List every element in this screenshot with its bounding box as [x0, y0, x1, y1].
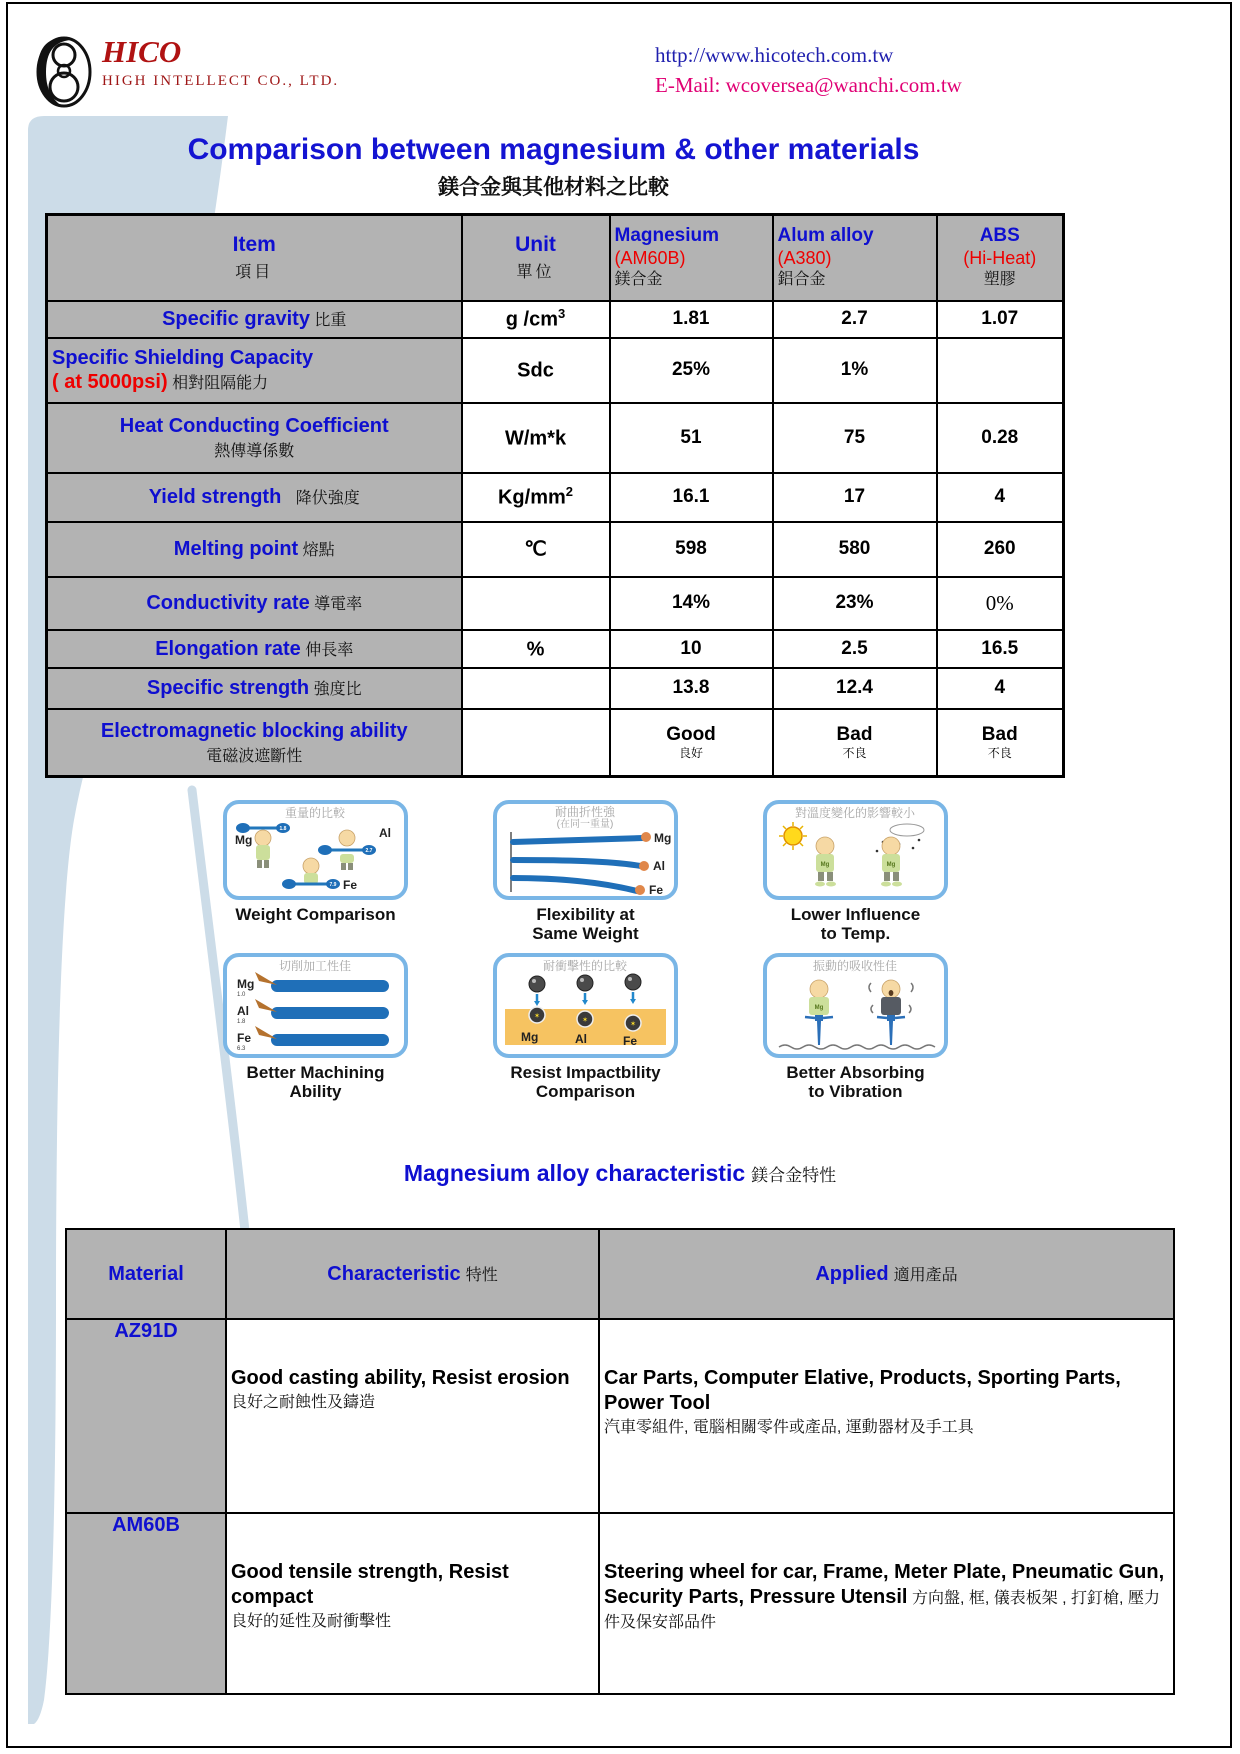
card-vibration — [763, 953, 948, 1101]
table-row — [47, 630, 1064, 668]
item-cell — [47, 301, 462, 338]
item-en: Melting point — [173, 538, 299, 560]
brand-name: HICO — [102, 34, 182, 69]
header-en: Characteristic — [327, 1263, 461, 1285]
characteristic-zh: 良好之耐蝕性及鑄造 — [231, 1394, 376, 1411]
caption-line: to Vibration — [808, 1082, 903, 1101]
header-zh: 特性 — [465, 1267, 498, 1284]
card-illustration — [763, 800, 948, 900]
value-cell — [773, 709, 937, 777]
item-cell — [47, 473, 462, 522]
item-zh: 比重 — [314, 312, 347, 329]
card-title-zh: 耐曲折性強 — [554, 805, 616, 819]
material-row — [66, 1319, 1174, 1513]
value-cell: 25% — [610, 338, 773, 403]
material-label: Fe — [343, 878, 358, 892]
caption-line: Same Weight — [532, 924, 639, 943]
unit-text: ℃ — [524, 538, 547, 561]
material-label: Mg — [521, 1030, 539, 1044]
rating-zh: 不良 — [842, 745, 867, 760]
unit-header-zh: 單位 — [516, 264, 555, 282]
material-label: Al — [379, 826, 391, 840]
alum-header-cell — [773, 215, 937, 301]
table-row — [47, 577, 1064, 630]
value-cell: 16.5 — [937, 630, 1064, 668]
card-title-zh: 切削加工性佳 — [278, 959, 352, 973]
value-cell: 1.81 — [610, 301, 773, 338]
abs-header-cell — [937, 215, 1064, 301]
unit-cell — [462, 522, 610, 577]
value-cell: 10 — [610, 630, 773, 668]
unit-cell — [462, 403, 610, 473]
applied-header-cell — [599, 1229, 1174, 1319]
card-illustration — [223, 953, 408, 1058]
card-temperature — [763, 800, 948, 943]
table-row — [47, 338, 1064, 403]
value-cell: 580 — [773, 522, 937, 577]
unit-cell — [462, 577, 610, 630]
material-name-cell: AZ91D — [66, 1319, 226, 1513]
card-caption — [223, 1063, 408, 1101]
weight-value: 1.8 — [279, 826, 287, 832]
item-cell — [47, 668, 462, 709]
table-row — [47, 709, 1064, 777]
comparison-table — [45, 213, 1065, 778]
card-title-zh: 對溫度變化的影響較小 — [794, 806, 916, 820]
applied-zh: 方向盤, 框, 儀表板架 , 打釘槍, 壓力件及保安部品件 — [604, 1590, 1160, 1631]
rating-zh: 良好 — [678, 745, 703, 760]
material-label: Mg — [886, 862, 896, 868]
value-cell: 0.28 — [937, 403, 1064, 473]
unit-cell — [462, 301, 610, 338]
item-header-zh: 項目 — [235, 264, 274, 282]
item-zh: 熱傳導係數 — [214, 443, 295, 460]
material-table — [65, 1228, 1175, 1695]
weight-value: 7.9 — [329, 882, 337, 888]
material-header-cell — [66, 1229, 226, 1319]
item-en: Electromagnetic blocking ability — [100, 719, 408, 742]
card-illustration — [223, 800, 408, 900]
section-heading — [0, 1160, 1240, 1187]
characteristic-en: Good casting ability, Resist erosion — [231, 1367, 570, 1389]
item-zh: 導電率 — [314, 596, 363, 613]
item-en: Specific gravity — [162, 308, 310, 330]
card-title-zh2: (在同一重量) — [556, 819, 614, 830]
item-zh: 相對阻隔能力 — [172, 375, 269, 392]
material-label: Fe — [237, 1031, 252, 1045]
item-zh: 熔點 — [302, 542, 335, 559]
col-grade: (Hi-Heat) — [963, 248, 1037, 269]
characteristic-header-cell — [226, 1229, 599, 1319]
caption-line: Flexibility at — [536, 905, 635, 924]
card-flexibility — [493, 800, 678, 943]
value-cell — [610, 709, 773, 777]
table-row — [47, 668, 1064, 709]
unit-text: g /cm — [505, 308, 558, 331]
brand-text — [102, 34, 339, 110]
characteristic-cell — [226, 1319, 599, 1513]
card-impact — [493, 953, 678, 1101]
item-en: Specific strength — [146, 677, 310, 699]
value-cell: 17 — [773, 473, 937, 522]
unit-cell — [462, 709, 610, 777]
brand-block — [30, 34, 339, 110]
characteristic-zh: 良好的延性及耐衝擊性 — [231, 1613, 392, 1630]
table-row — [47, 403, 1064, 473]
material-table-header-row — [66, 1229, 1174, 1319]
item-zh: 降伏強度 — [295, 490, 360, 507]
card-caption — [493, 905, 678, 943]
col-zh: 鋁合金 — [777, 271, 826, 289]
value-cell: 23% — [773, 577, 937, 630]
caption-line: Weight Comparison — [235, 905, 396, 924]
card-title-zh: 耐衝擊性的比較 — [542, 959, 628, 973]
material-value: 1.8 — [237, 1019, 246, 1025]
unit-cell — [462, 473, 610, 522]
item-cell — [47, 338, 462, 403]
value-cell: 1% — [773, 338, 937, 403]
unit-sup: 3 — [558, 306, 566, 322]
value-cell: 4 — [937, 668, 1064, 709]
value-cell — [937, 338, 1064, 403]
weight-value: 2.7 — [365, 848, 373, 854]
caption-line: Better Machining — [246, 1063, 385, 1082]
card-caption — [223, 905, 408, 924]
caption-line: Lower Influence — [790, 905, 921, 924]
item-cell — [47, 522, 462, 577]
material-label: Fe — [649, 883, 664, 896]
col-name: Alum alloy — [777, 225, 874, 247]
hico-logo-icon — [30, 34, 94, 110]
material-label: Mg — [820, 862, 830, 868]
rating-en: Bad — [981, 723, 1018, 745]
applied-cell — [599, 1513, 1174, 1694]
item-cell — [47, 709, 462, 777]
unit-sup: 2 — [565, 484, 574, 500]
col-name: Magnesium — [614, 225, 720, 247]
applied-zh: 汽車零組件, 電腦相關零件或產品, 運動器材及手工具 — [604, 1419, 974, 1436]
material-label: Fe — [623, 1034, 638, 1048]
characteristic-cell — [226, 1513, 599, 1694]
applied-en: Car Parts, Computer Elative, Products, Sporting Parts, Power Tool — [604, 1367, 1121, 1414]
value-cell: 2.7 — [773, 301, 937, 338]
unit-cell — [462, 668, 610, 709]
header-en: Material — [108, 1262, 184, 1285]
value-cell: 2.5 — [773, 630, 937, 668]
svg-text:✶: ✶ — [534, 1013, 540, 1020]
value-cell: 16.1 — [610, 473, 773, 522]
col-zh: 鎂合金 — [614, 271, 663, 289]
rating-zh: 不良 — [987, 745, 1012, 760]
item-zh: 電磁波遮斷性 — [206, 747, 303, 765]
page-subtitle: 鎂合金與其他材料之比較 — [438, 175, 669, 199]
item-en: Yield strength — [148, 486, 282, 508]
value-cell: 1.07 — [937, 301, 1064, 338]
material-label: Mg — [814, 1005, 824, 1011]
item-cell — [47, 577, 462, 630]
caption-line: Comparison — [535, 1082, 636, 1101]
material-value: 1.0 — [237, 992, 246, 998]
header-zh: 適用產品 — [893, 1267, 958, 1284]
magnesium-header-cell — [610, 215, 773, 301]
unit-cell — [462, 630, 610, 668]
table-row — [47, 301, 1064, 338]
item-en: Specific Shielding Capacity — [52, 347, 314, 369]
svg-text:✶: ✶ — [582, 1017, 588, 1024]
value-cell: 598 — [610, 522, 773, 577]
caption-line: to Temp. — [820, 924, 891, 943]
unit-cell — [462, 338, 610, 403]
value-cell: 0% — [937, 577, 1064, 630]
item-en: Elongation rate — [155, 637, 301, 660]
caption-line: Resist Impactbility — [510, 1063, 661, 1082]
item-en: Heat Conducting Coefficient — [119, 415, 389, 437]
col-name: ABS — [979, 225, 1020, 247]
card-caption — [763, 905, 948, 943]
material-label: Al — [575, 1032, 587, 1046]
unit-text: W/m*k — [504, 427, 567, 450]
card-weight-comparison — [223, 800, 408, 924]
card-illustration — [763, 953, 948, 1058]
value-cell: 260 — [937, 522, 1064, 577]
card-caption — [763, 1063, 948, 1101]
characteristic-en: Good tensile strength, Resist compact — [231, 1561, 509, 1608]
card-title-zh: 重量的比較 — [284, 806, 346, 820]
item-en: Conductivity rate — [146, 592, 310, 614]
material-value: 6.3 — [237, 1046, 246, 1052]
item-zh: 伸長率 — [305, 641, 354, 659]
material-label: Al — [237, 1004, 249, 1018]
svg-text:✶: ✶ — [630, 1021, 636, 1028]
material-label: Mg — [235, 833, 253, 847]
unit-header-cell — [462, 215, 610, 301]
col-zh: 塑膠 — [983, 271, 1016, 289]
table-header-row — [47, 215, 1064, 301]
header-en: Applied — [815, 1263, 889, 1285]
material-label: Mg — [237, 977, 255, 991]
item-zh: 強度比 — [313, 681, 362, 698]
unit-header-en: Unit — [515, 233, 556, 257]
company-name: HIGH INTELLECT CO., LTD. — [102, 73, 340, 89]
value-cell: 4 — [937, 473, 1064, 522]
value-cell — [937, 709, 1064, 777]
table-row — [47, 473, 1064, 522]
item-cell — [47, 630, 462, 668]
section-heading-en: Magnesium alloy characteristic — [403, 1160, 746, 1186]
value-cell: 51 — [610, 403, 773, 473]
col-grade: (AM60B) — [614, 248, 686, 269]
card-machining — [223, 953, 408, 1101]
website-link[interactable]: http://www.hicotech.com.tw — [655, 43, 894, 67]
value-cell: 14% — [610, 577, 773, 630]
item-cell — [47, 403, 462, 473]
item-header-en: Item — [232, 233, 276, 257]
card-title-zh: 振動的吸收性佳 — [812, 959, 898, 973]
value-cell: 75 — [773, 403, 937, 473]
item-header-cell — [47, 215, 462, 301]
caption-line: Better Absorbing — [786, 1063, 925, 1082]
email-link[interactable]: E-Mail: wcoversea@wanchi.com.tw — [655, 73, 962, 97]
card-caption — [493, 1063, 678, 1101]
card-illustration — [493, 953, 678, 1058]
table-row — [47, 522, 1064, 577]
applied-en: Steering wheel for car, Frame, Meter Plate, Pneumatic Gun, Security Parts, Pressure Utensil — [604, 1561, 1165, 1608]
caption-line: Ability — [289, 1082, 342, 1101]
unit-text: % — [526, 638, 545, 661]
card-illustration — [493, 800, 678, 900]
col-grade: (A380) — [777, 248, 832, 269]
item-red: ( at 5000psi) — [52, 371, 168, 393]
applied-cell — [599, 1319, 1174, 1513]
material-label: Mg — [654, 831, 672, 845]
contact-block — [655, 40, 962, 100]
material-row — [66, 1513, 1174, 1694]
value-cell: 12.4 — [773, 668, 937, 709]
unit-text: Sdc — [517, 359, 554, 382]
rating-en: Good — [666, 723, 716, 745]
section-heading-zh: 鎂合金特性 — [751, 1166, 837, 1185]
unit-text: Kg/mm — [497, 486, 566, 509]
material-name-cell: AM60B — [66, 1513, 226, 1694]
rating-en: Bad — [836, 723, 873, 745]
material-label: Al — [653, 859, 665, 873]
value-cell: 13.8 — [610, 668, 773, 709]
page-title: Comparison between magnesium & other materials — [187, 133, 920, 166]
